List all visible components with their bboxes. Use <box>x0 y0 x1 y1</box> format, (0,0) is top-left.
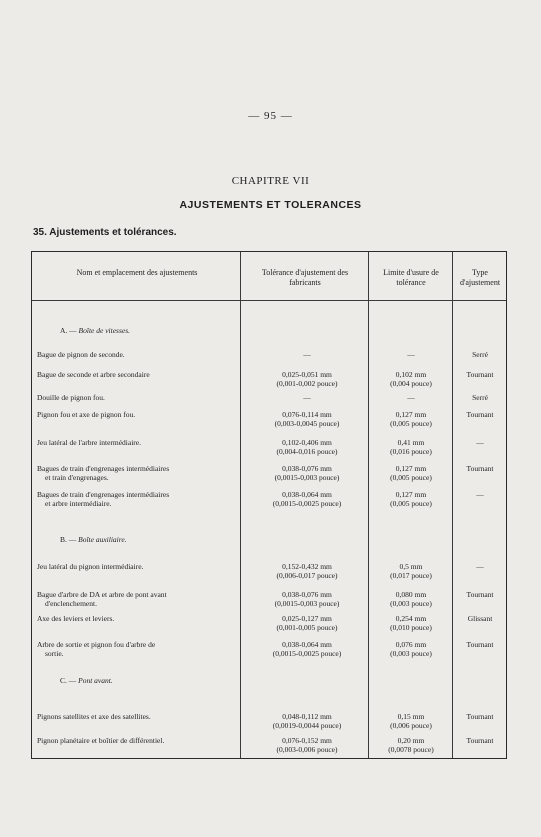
cell-limit <box>368 562 454 580</box>
name-line: Pignon planétaire et boîtier de différentiel. <box>37 736 165 745</box>
cell-type: Tournant <box>466 736 494 745</box>
tolerance-mm: 0,038-0,076 mm <box>282 590 332 599</box>
header-tolerance: Tolérance d'ajustement des fabricants <box>261 268 349 287</box>
cell-limit <box>368 590 454 608</box>
limit-mm: 0,127 mm <box>395 464 427 473</box>
group-heading-name: Pont avant. <box>78 676 113 685</box>
cell-type: Tournant <box>466 370 494 379</box>
limit-inch: (0,016 pouce) <box>390 447 432 456</box>
name-line: Bague d'arbre de DA et arbre de pont avant <box>37 590 167 599</box>
limit-mm: 0,127 mm <box>395 410 427 419</box>
limit-mm: 0,080 mm <box>395 590 427 599</box>
name-line-2: et arbre intermédiaire. <box>45 499 112 508</box>
cell-type: — <box>476 490 484 499</box>
cell-type: — <box>476 562 484 571</box>
cell-name <box>37 393 245 402</box>
tolerance-inch: (0,003-0,0045 pouce) <box>274 419 340 428</box>
limit-inch: (0,003 pouce) <box>390 649 432 658</box>
cell-limit <box>368 464 454 482</box>
tolerance-mm: 0,102-0,406 mm <box>282 438 332 447</box>
tolerance-table <box>31 251 507 759</box>
limit-mm: 0,20 mm <box>397 736 425 745</box>
name-line-2: sortie. <box>45 649 64 658</box>
cell-tolerance <box>242 370 372 388</box>
cell-limit <box>368 490 454 508</box>
tolerance-mm: — <box>303 350 311 359</box>
cell-type: Serré <box>472 393 488 402</box>
cell-name <box>37 712 245 721</box>
limit-inch: (0,005 pouce) <box>390 499 432 508</box>
tolerance-inch: (0,0019-0,0044 pouce) <box>272 721 342 730</box>
name-line: Jeu latéral de l'arbre intermédiaire. <box>37 438 142 447</box>
cell-limit <box>368 410 454 428</box>
tolerance-mm: 0,038-0,064 mm <box>282 640 332 649</box>
limit-inch: (0,005 pouce) <box>390 419 432 428</box>
cell-limit <box>368 712 454 730</box>
cell-tolerance <box>242 438 372 456</box>
tolerance-inch: (0,006-0,017 pouce) <box>276 571 338 580</box>
name-line: Bagues de train d'engrenages intermédiaires <box>37 464 170 473</box>
page-number: — 95 — <box>248 110 293 122</box>
tolerance-mm: 0,025-0,127 mm <box>282 614 332 623</box>
section-heading: 35. Ajustements et tolérances. <box>33 227 177 238</box>
cell-type: Tournant <box>466 590 494 599</box>
name-line: Bague de seconde et arbre secondaire <box>37 370 150 379</box>
limit-mm: 0,5 mm <box>399 562 423 571</box>
tolerance-mm: 0,038-0,076 mm <box>282 464 332 473</box>
tolerance-mm: 0,152-0,432 mm <box>282 562 332 571</box>
tolerance-inch: (0,004-0,016 pouce) <box>276 447 338 456</box>
cell-name <box>37 370 245 379</box>
group-heading-label: C. — <box>60 676 77 685</box>
name-line: Bague de pignon de seconde. <box>37 350 125 359</box>
limit-mm: — <box>407 393 415 402</box>
chapter-heading: CHAPITRE VII <box>231 175 310 187</box>
name-line: Arbre de sortie et pignon fou d'arbre de <box>37 640 156 649</box>
cell-name <box>37 350 245 359</box>
header-type: Type d'ajustement <box>459 268 501 287</box>
name-line: Pignons satellites et axe des satellites. <box>37 712 151 721</box>
limit-mm: 0,127 mm <box>395 490 427 499</box>
header-limit: Limite d'usure de tolérance <box>383 268 439 287</box>
cell-name <box>37 590 245 608</box>
name-line: Douille de pignon fou. <box>37 393 105 402</box>
limit-mm: — <box>407 350 415 359</box>
limit-mm: 0,41 mm <box>397 438 425 447</box>
tolerance-mm: — <box>303 393 311 402</box>
cell-type: Tournant <box>466 410 494 419</box>
tolerance-mm: 0,076-0,152 mm <box>282 736 332 745</box>
name-line: Bagues de train d'engrenages intermédiaires <box>37 490 170 499</box>
cell-tolerance <box>242 350 372 359</box>
limit-inch: (0,005 pouce) <box>390 473 432 482</box>
header-divider <box>32 300 506 301</box>
cell-name <box>37 438 245 447</box>
cell-name <box>37 736 245 745</box>
cell-name <box>37 464 245 482</box>
limit-inch: (0,003 pouce) <box>390 599 432 608</box>
cell-limit <box>368 350 454 359</box>
cell-type: Tournant <box>466 712 494 721</box>
name-line: Pignon fou et axe de pignon fou. <box>37 410 136 419</box>
cell-type: Glissant <box>467 614 493 623</box>
limit-mm: 0,102 mm <box>395 370 427 379</box>
group-heading-label: A. — <box>60 326 77 335</box>
tolerance-inch: (0,001-0,005 pouce) <box>276 623 338 632</box>
cell-name <box>37 614 245 623</box>
cell-tolerance <box>242 640 372 658</box>
tolerance-inch: (0,003-0,006 pouce) <box>276 745 338 754</box>
group-heading-label: B. — <box>60 535 77 544</box>
tolerance-inch: (0,001-0,002 pouce) <box>276 379 338 388</box>
group-heading-text <box>60 535 268 544</box>
cell-tolerance <box>242 490 372 508</box>
cell-limit <box>368 393 454 402</box>
limit-inch: (0,004 pouce) <box>390 379 432 388</box>
cell-name <box>37 640 245 658</box>
tolerance-mm: 0,076-0,114 mm <box>282 410 332 419</box>
cell-tolerance <box>242 590 372 608</box>
tolerance-inch: (0,0015-0,003 pouce) <box>274 473 340 482</box>
cell-type: Serré <box>472 350 488 359</box>
tolerance-mm: 0,048-0,112 mm <box>282 712 332 721</box>
cell-tolerance <box>242 614 372 632</box>
group-heading-name: Boîte auxiliaire. <box>78 535 127 544</box>
group-heading-text <box>60 326 268 335</box>
limit-mm: 0,15 mm <box>397 712 425 721</box>
cell-limit <box>368 640 454 658</box>
limit-mm: 0,254 mm <box>395 614 427 623</box>
cell-type: — <box>476 438 484 447</box>
limit-inch: (0,006 pouce) <box>390 721 432 730</box>
limit-inch: (0,010 pouce) <box>390 623 432 632</box>
cell-limit <box>368 370 454 388</box>
name-line: Axe des leviers et leviers. <box>37 614 115 623</box>
tolerance-mm: 0,038-0,064 mm <box>282 490 332 499</box>
cell-type: Tournant <box>466 464 494 473</box>
group-heading-text <box>60 676 268 685</box>
header-name: Nom et emplacement des ajustements <box>76 268 198 277</box>
cell-limit <box>368 614 454 632</box>
group-heading-name: Boîte de vitesses. <box>78 326 130 335</box>
cell-tolerance <box>242 736 372 754</box>
tolerance-mm: 0,025-0,051 mm <box>282 370 332 379</box>
name-line-2: d'enclenchement. <box>45 599 97 608</box>
cell-tolerance <box>242 393 372 402</box>
cell-tolerance <box>242 464 372 482</box>
tolerance-inch: (0,0015-0,0025 pouce) <box>272 499 342 508</box>
cell-tolerance <box>242 562 372 580</box>
limit-mm: 0,076 mm <box>395 640 427 649</box>
cell-name <box>37 490 245 508</box>
chapter-title: AJUSTEMENTS ET TOLERANCES <box>179 199 362 211</box>
cell-name <box>37 410 245 419</box>
cell-tolerance <box>242 712 372 730</box>
limit-inch: (0,0078 pouce) <box>388 745 434 754</box>
cell-tolerance <box>242 410 372 428</box>
tolerance-inch: (0,0015-0,0025 pouce) <box>272 649 342 658</box>
limit-inch: (0,017 pouce) <box>390 571 432 580</box>
cell-type: Tournant <box>466 640 494 649</box>
name-line: Jeu latéral du pignon intermédiaire. <box>37 562 144 571</box>
cell-name <box>37 562 245 571</box>
tolerance-inch: (0,0015-0,003 pouce) <box>274 599 340 608</box>
cell-limit <box>368 438 454 456</box>
name-line-2: et train d'engrenages. <box>45 473 109 482</box>
cell-limit <box>368 736 454 754</box>
